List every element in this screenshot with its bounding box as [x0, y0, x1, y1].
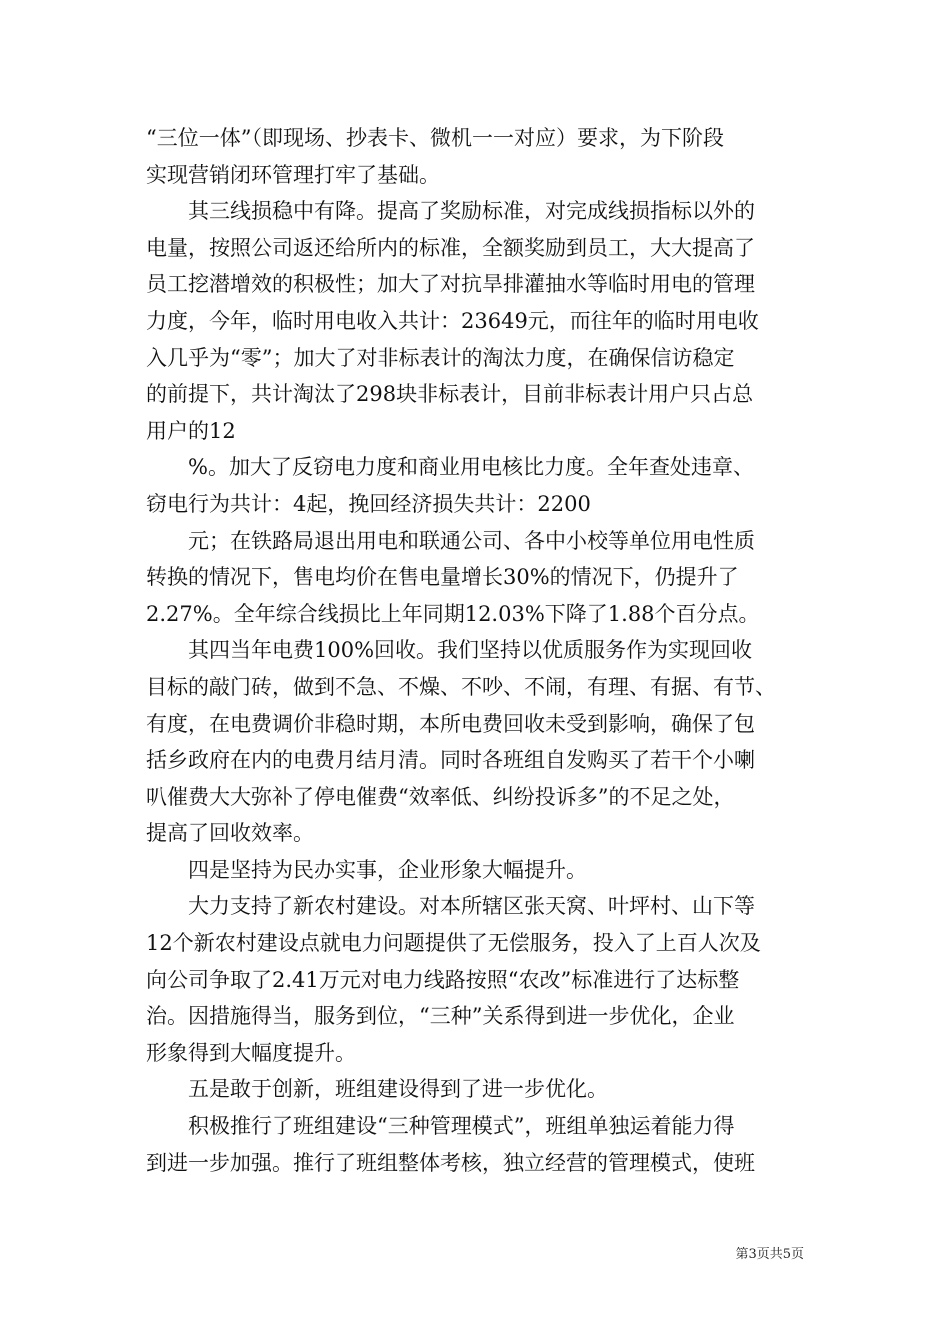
text-line: 有度，在电费调价非稳时期，本所电费回收未受到影响，确保了包 — [146, 711, 755, 736]
page-indicator: 第3页共5页 — [735, 1247, 804, 1262]
text-line: 实现营销闭环管理打牢了基础。 — [146, 162, 440, 187]
body-text — [146, 120, 816, 1181]
text-line: 元；在铁路局退出用电和联通公司、各中小校等单位用电性质 — [146, 528, 755, 553]
text-line: “三位一体”（即现场、抄表卡、微机一一对应）要求，为下阶段 — [146, 126, 724, 150]
text-line: 的前提下，共计淘汰了298块非标表计，目前非标表计用户只占总 — [146, 382, 754, 407]
text-line: 力度，今年，临时用电收入共计：23649元，而往年的临时用电收 — [146, 308, 759, 333]
text-line: 其四当年电费100%回收。我们坚持以优质服务作为实现回收 — [146, 638, 753, 663]
text-line: 目标的敲门砖，做到不急、不燥、不吵、不闹，有理、有据、有节、 — [146, 674, 776, 699]
text-line: 入几乎为“零”；加大了对非标表计的淘汰力度，在确保信访稳定 — [146, 345, 735, 370]
text-line: 治。因措施得当，服务到位，“三种”关系得到进一步优化，企业 — [146, 1004, 735, 1029]
text-line: 电量，按照公司返还给所内的标准，全额奖励到员工，大大提高了 — [146, 235, 755, 260]
text-line: 形象得到大幅度提升。 — [146, 1040, 356, 1065]
text-line: %。加大了反窃电力度和商业用电核比力度。全年查处违章、 — [146, 455, 754, 480]
text-line: 2.27%。全年综合线损比上年同期12.03%下降了1.88个百分点。 — [146, 601, 760, 626]
text-line: 五是敢于创新，班组建设得到了进一步优化。 — [146, 1077, 608, 1102]
text-line: 大力支持了新农村建设。对本所辖区张天窝、叶坪村、山下等 — [146, 894, 755, 919]
text-line: 四是坚持为民办实事，企业形象大幅提升。 — [146, 857, 587, 882]
text-line: 到进一步加强。推行了班组整体考核，独立经营的管理模式，使班 — [146, 1150, 755, 1175]
text-line: 12个新农村建设点就电力问题提供了无偿服务，投入了上百人次及 — [146, 931, 761, 956]
text-line: 括乡政府在内的电费月结月清。同时各班组自发购买了若干个小喇 — [146, 748, 755, 773]
text-line: 其三线损稳中有降。提高了奖励标准，对完成线损指标以外的 — [146, 199, 755, 224]
text-line: 窃电行为共计：4起，挽回经济损失共计：2200 — [146, 491, 591, 516]
text-line: 叭催费大大弥补了停电催费“效率低、纠纷投诉多”的不足之处， — [146, 784, 735, 809]
text-line: 积极推行了班组建设“三种管理模式”，班组单独运着能力得 — [146, 1114, 735, 1139]
text-line: 提高了回收效率。 — [146, 821, 314, 846]
text-line: 员工挖潜增效的积极性；加大了对抗旱排灌抽水等临时用电的管理 — [146, 272, 755, 297]
text-line: 用户的12 — [146, 418, 236, 443]
text-line: 向公司争取了2.41万元对电力线路按照“农改”标准进行了达标整 — [146, 967, 740, 992]
text-line: 转换的情况下，售电均价在售电量增长30%的情况下，仍提升了 — [146, 565, 739, 590]
